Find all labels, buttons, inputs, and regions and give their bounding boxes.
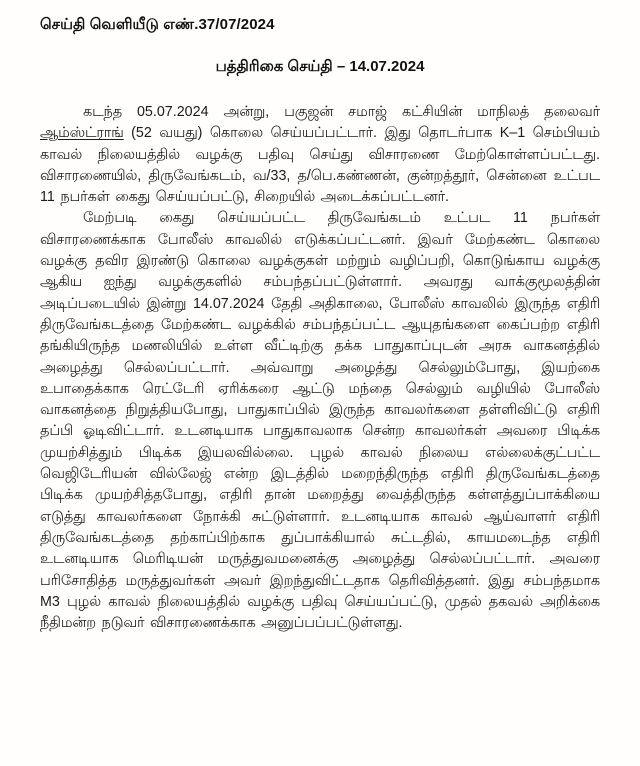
paragraph-text: மேற்படி கைது செய்யப்பட்ட திருவேங்கடம் உட்பட 11 நபர்கள் விசாரணைக்காக போலீஸ் காவலில் எடுக்கப்பட்டனர். இவர் மேற்கண்ட கொலை வழக்கு தவிர இரண்டு கொலை வழக்குகள் மற்றும் வழிப்பறி, கொடுங்காய வழக்கு ஆகிய ஐந்து வழக்குகளில் சம்பந்தப்பட்டுள்ளார். அவரது வாக்குமூலத்தின் அடிப்படையில் இன்று 14.07.2024 தேதி அதிகாலை, போலீஸ் காவலில் இருந்த எதிரி திருவேங்கடத்தை மேற்கண்ட வழக்கில் சம்பந்தப்பட்ட ஆயுதங்களை கைப்பற்ற எதிரி தங்கியிருந்த மணலியில் உள்ள வீட்டிற்கு தக்க பாதுகாப்புடன் அரசு வாகனத்தில் அழைத்து செல்லப்பட்டார். அவ்வாறு அழைத்து செல்லும்போது, இயற்கை உபாதைக்காக ரெட்டேரி ஏரிக்கரை ஆட்டு மந்தை செல்லும் வழியில் போலீஸ் வாகனத்தை நிறுத்தியபோது, பாதுகாப்பில் இருந்த காவலர்களை தள்ளிவிட்டு எதிரி தப்பி ஓடிவிட்டார். உடனடியாக பாதுகாவலாக சென்ற காவலர்கள் அவரை பிடிக்க முயற்சித்தும் பிடிக்க இயலவில்லை. புழல் காவல் நிலைய எல்லைக்குட்பட்ட வெஜிடேரியன் வில்லேஜ் என்ற இடத்தில் மறைந்திருந்த எதிரி திருவேங்கடத்தை பிடிக்க முயற்சித்தபோது, எதிரி தான் மறைத்து வைத்திருந்த கள்ளத்துப்பாக்கியை எடுத்து காவலர்களை நோக்கி சுட்டுள்ளார். உடனடியாக காவல் ஆய்வாளர் எதிரி திருவேங்கடத்தை தற்காப்பிற்காக துப்பாக்கியால் சுட்டதில், காயமடைந்த எதிரி உடனடியாக மெரிடியன் மருத்துவமனைக்கு அழைத்து செல்லப்பட்டார். அவரை பரிசோதித்த மருத்துவர்கள் அவர் இறந்துவிட்டதாக தெரிவித்தனர். இது சம்பந்தமாக M3 புழல் காவல் நிலையத்தில் வழக்கு பதிவு செய்யப்பட்டு, முதல் தகவல் அறிக்கை நீதிமன்ற நடுவர் விசாரணைக்காக அனுப்பப்பட்டுள்ளது. [40,210,600,632]
document-body [40,102,600,634]
paragraph-text: கடந்த 05.07.2024 அன்று, பகுஜன் சமாஜ் கட்சியின் மாநிலத் தலைவர் [83,104,600,120]
victim-name-underlined: ஆம்ஸ்ட்ராங் [40,125,124,142]
paragraph [40,208,600,634]
paragraph [40,102,600,208]
press-title: பத்திரிகை செய்தி – 14.07.2024 [215,58,425,75]
paragraph-text: (52 வயது) கொலை செய்யப்பட்டார். இது தொடர்பாக K–1 செம்பியம் காவல் நிலையத்தில் வழக்கு பதிவு செய்து விசாரணை மேற்கொள்ளப்பட்டது. விசாரணையில், திருவேங்கடம், வ/33, த/பெ.கண்ணன், குன்றத்தூர், சென்னை உட்பட 11 நபர்கள் கைது செய்யப்பட்டு, சிறையில் அடைக்கப்பட்டனர். [40,125,600,206]
release-number-line: செய்தி வெளியீடு எண்.37/07/2024 [40,16,275,33]
